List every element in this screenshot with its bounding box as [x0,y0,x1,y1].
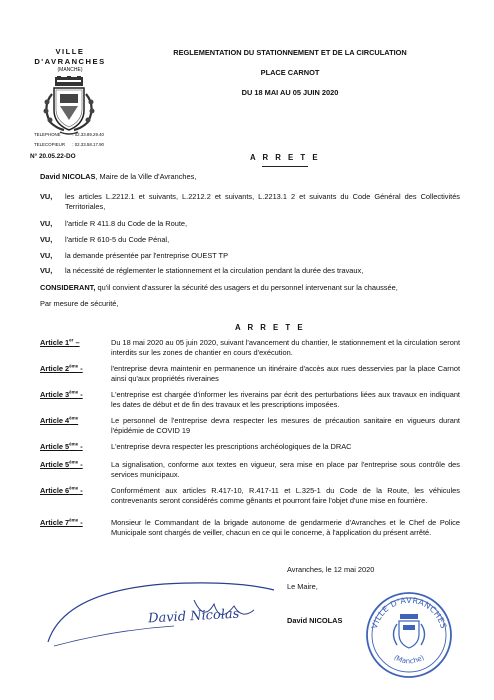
vu-label: VU, [40,266,53,275]
heading-line-2: PLACE CARNOT [260,68,320,77]
svg-text:VILLE D'AVRANCHES [370,596,448,630]
article-4 [40,416,460,436]
article-text: Conformément aux articles R.417-10, R.417-11 et L.325-1 du Code de la Route, les véhicules contrevenants seront considérés comme gênants et pourront faire l'objet d'une mise en fourrière. [111,486,460,505]
article-text: La signalisation, conforme aux textes en vigueur, sera mise en place par l'entreprise sous contrôle des services municipaux. [111,460,460,479]
vu-label: VU, [40,235,53,244]
vu-text: les articles L.2212.1 et suivants, L.2212.2 et suivants, L.2213.1 2 et suivants du Code Général des Collectivités Territoriales, [65,192,460,211]
mayor-line [40,172,460,182]
vu-label: VU, [40,192,53,201]
fax-label: TELECOPIEUR [34,142,65,147]
article-label: Article 6ème - [40,485,83,495]
vu-item [40,251,460,261]
fax-number: : 02.33.58.17.90 [72,142,104,147]
article-label: Article 2ème - [40,363,83,373]
vu-label: VU, [40,251,53,260]
seal-text-top: VILLE D'AVRANCHES [369,595,449,630]
vu-item [40,235,460,245]
article-text: Le personnel de l'entreprise devra respecter les mesures de précaution sanitaire en vigueurs durant l'épidémie de COVID 19 [111,416,460,435]
article-text: l'entreprise devra maintenir en permanence un itinéraire d'accès aux rues desservies par la place Carnot ainsi qu'aux propriétés riveraines [111,364,460,383]
article-2 [40,364,460,384]
article-label: Article 4ème [40,415,79,425]
vu-text: l'article R 411.8 du Code de la Route, [65,219,188,228]
article-text: Du 18 mai 2020 au 05 juin 2020, suivant l'avancement du chantier, le stationnement et la circulation seront interdits sur les zones de chantier en cours d'exécution. [111,338,460,357]
article-text: L'entreprise devra respecter les prescriptions archéologiques de la DRAC [111,442,352,451]
coat-of-arms-icon [38,76,100,136]
contact-block [34,132,134,148]
article-label: Article 5ème - [40,441,83,451]
article-label: Article 1er – [40,337,80,347]
seal-text-bottom: (Manche) [392,653,426,666]
article-5 [40,442,460,452]
article-1 [40,338,460,358]
city-region: (MANCHE) [57,67,83,73]
article-text: Monsieur le Commandant de la brigade autonome de gendarmerie d'Avranches et le Chef de Police Municipale sont chargés de veiller, chacun en ce qui le concerne, à l'application du présent arrêté. [111,518,460,537]
article-7 [40,518,460,538]
svg-text:David Nicolas: David Nicolas [147,606,240,627]
document-heading [130,48,450,108]
vu-text: la nécessité de réglementer le stationnement et la circulation pendant la durée des travaux, [65,266,364,275]
safety-measure-line: Par mesure de sécurité, [40,299,119,308]
considerant-label: CONSIDERANT, [40,283,96,292]
vu-text: l'article R 610-5 du Code Pénal, [65,235,170,244]
considerant-line [40,283,460,293]
phone-label: TELEPHONE [34,132,61,137]
mayor-signature-title: Le Maire, [287,582,318,591]
vu-item [40,266,460,276]
document-reference: N° 20.05.22-DO [30,153,76,160]
vu-text: la demande présentée par l'entreprise OUEST TP [65,251,228,260]
article-5-bis [40,460,460,480]
heading-divider [262,166,308,167]
mayor-name: David NICOLAS [40,172,96,181]
heading-line-1: REGLEMENTATION DU STATIONNEMENT ET DE LA CIRCULATION [173,48,407,57]
article-text: L'entreprise est chargée d'informer les riverains par écrit des perturbations liées aux travaux en indiquant les dates de début et de fin des travaux et les prescriptions imposées. [111,390,460,409]
vu-label: VU, [40,219,53,228]
article-label: Article 3ème - [40,389,83,399]
city-seal-stamp [364,590,454,680]
article-label: Article 5ème - [40,459,83,469]
phone-number: : 02.33.89.29.40 [72,132,104,137]
handwritten-signature [44,570,284,650]
considerant-text: qu'il convient d'assurer la sécurité des usagers et du personnel intervenant sur la chaussée, [95,283,398,292]
place-and-date: Avranches, le 12 mai 2020 [287,565,375,574]
vu-item [40,219,460,229]
article-label: Article 7ème - [40,517,83,527]
article-3 [40,390,460,410]
city-name: VILLE D'AVRANCHES [34,47,106,66]
vu-item [40,192,460,212]
svg-text:(Manche) [392,653,425,665]
article-6 [40,486,460,506]
mayor-signature-name: David NICOLAS [287,616,343,625]
mayor-title: , Maire de la Ville d'Avranches, [95,172,197,181]
heading-line-3: DU 18 MAI AU 05 JUIN 2020 [241,88,339,97]
arrete-heading-top: A R R E T E [249,153,321,162]
arrete-heading-middle: A R R E T E [234,323,306,332]
